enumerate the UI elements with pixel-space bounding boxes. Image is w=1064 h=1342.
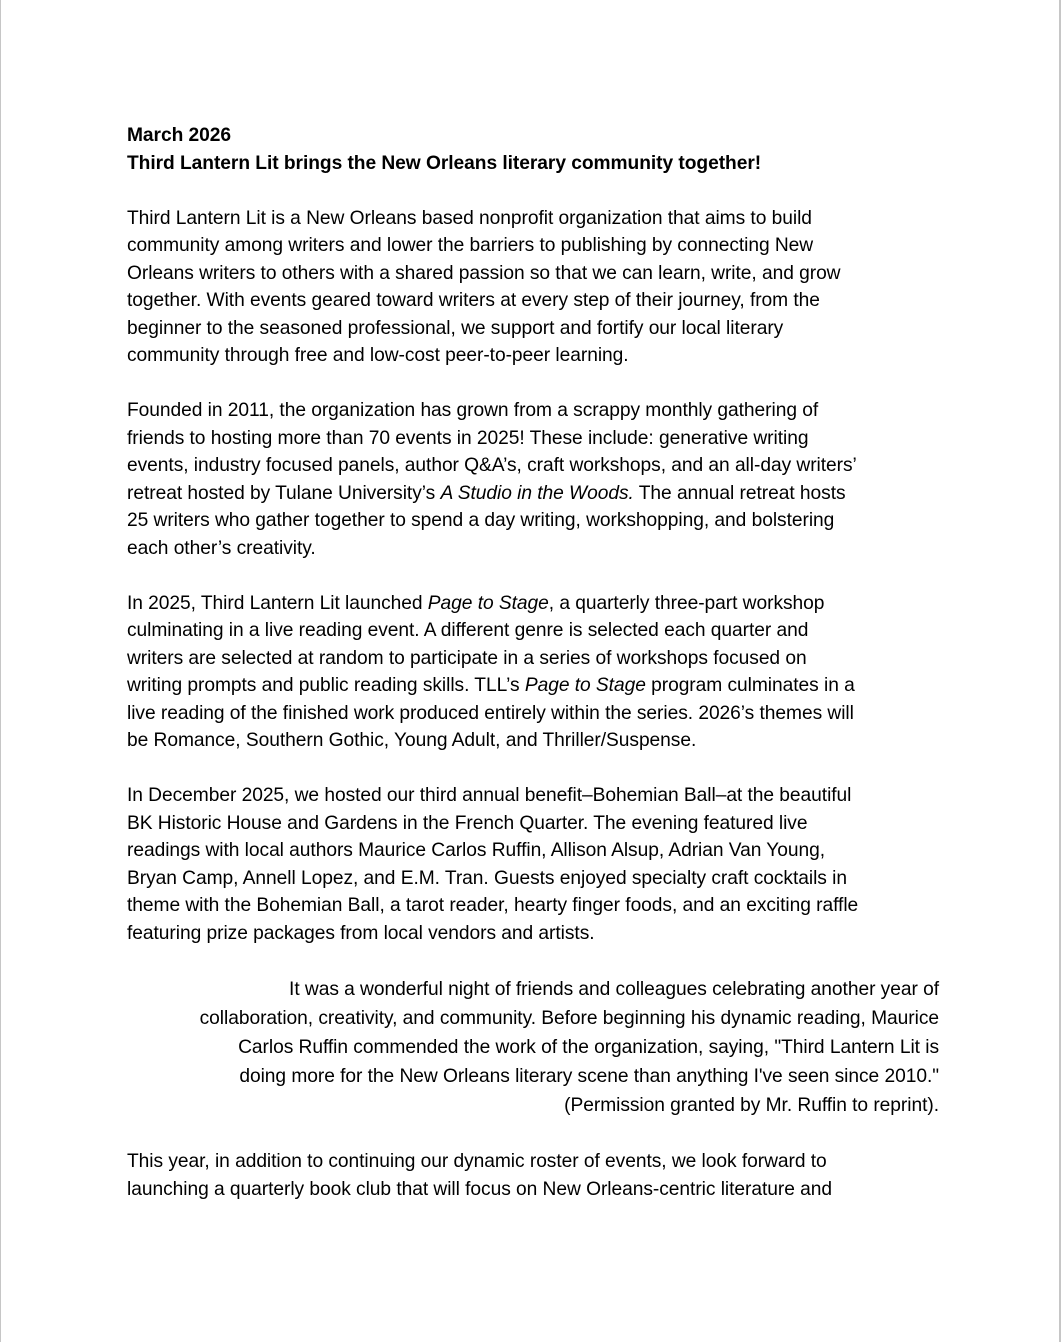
- paragraph-mission: [127, 205, 939, 370]
- text-line: beginner to the seasoned professional, we support and fortify our local literary: [127, 317, 784, 339]
- text-line: community among writers and lower the barriers to publishing by connecting New: [127, 235, 814, 256]
- text-line: This year, in addition to continuing our dynamic roster of events, we look forward to: [127, 1151, 827, 1173]
- document-body: [127, 122, 939, 1203]
- text-run: , a quarterly three-part workshop: [548, 592, 825, 614]
- text-run: writing prompts and public reading skills. TLL’s: [127, 675, 525, 696]
- spacer: [127, 755, 939, 783]
- text-line: theme with the Bohemian Ball, a tarot reader, hearty finger foods, and an exciting raffle: [127, 895, 859, 916]
- paragraph-closing: [127, 1148, 939, 1203]
- quote-attribution: (Permission granted by Mr. Ruffin to reprint).: [564, 1095, 939, 1117]
- quote-block: [127, 975, 939, 1121]
- text-line: Orleans writers to others with a shared passion so that we can learn, write, and grow: [127, 262, 841, 284]
- text-line: BK Historic House and Gardens in the French Quarter. The evening featured live: [127, 812, 808, 834]
- text-run: The annual retreat hosts: [633, 482, 846, 504]
- text-run: program culminates in a: [645, 675, 855, 696]
- text-line: friends to hosting more than 70 events in 2025! These include: generative writing: [127, 427, 809, 449]
- text-line: live reading of the finished work produced entirely within the series. 2026’s themes will: [127, 702, 854, 724]
- text-line: 25 writers who gather together to spend a day writing, workshopping, and bolstering: [127, 510, 835, 531]
- text-line: launching a quarterly book club that will focus on New Orleans-centric literature and: [127, 1178, 832, 1200]
- italic-title-studio-in-the-woods: A Studio in the Woods.: [440, 482, 634, 504]
- italic-title-page-to-stage: Page to Stage: [427, 592, 549, 614]
- text-line: culminating in a live reading event. A different genre is selected each quarter and: [127, 620, 809, 641]
- spacer: [127, 1121, 939, 1149]
- spacer: [127, 177, 939, 205]
- spacer: [127, 370, 939, 398]
- text-line: Founded in 2011, the organization has grown from a scrappy monthly gathering of: [127, 400, 819, 421]
- text-run: In 2025, Third Lantern Lit launched: [127, 592, 428, 614]
- quote-line: collaboration, creativity, and community. Before beginning his dynamic reading, Maurice: [199, 1007, 939, 1029]
- quote-line: It was a wonderful night of friends and colleagues celebrating another year of: [289, 978, 939, 1000]
- text-line: events, industry focused panels, author Q&A’s, craft workshops, and an all-day writers’: [127, 455, 857, 476]
- quote-line: doing more for the New Orleans literary scene than anything I've seen since 2010.": [239, 1066, 939, 1088]
- document-date: March 2026: [127, 125, 232, 146]
- text-line: [127, 672, 939, 700]
- spacer: [127, 947, 939, 975]
- document-headline: Third Lantern Lit brings the New Orleans literary community together!: [127, 152, 762, 174]
- text-line: community through free and low-cost peer-to-peer learning.: [127, 345, 629, 366]
- text-line: readings with local authors Maurice Carlos Ruffin, Allison Alsup, Adrian Van Young,: [127, 840, 826, 861]
- text-line: [127, 480, 939, 508]
- text-line: [127, 590, 939, 618]
- quote-line: Carlos Ruffin commended the work of the organization, saying, "Third Lantern Lit is: [238, 1036, 939, 1058]
- text-line: Third Lantern Lit is a New Orleans based nonprofit organization that aims to build: [127, 207, 812, 229]
- text-line: together. With events geared toward writers at every step of their journey, from the: [127, 290, 820, 311]
- text-line: In December 2025, we hosted our third annual benefit–Bohemian Ball–at the beautiful: [127, 785, 852, 806]
- text-line: each other’s creativity.: [127, 537, 316, 559]
- spacer: [127, 562, 939, 590]
- text-line: Bryan Camp, Annell Lopez, and E.M. Tran. Guests enjoyed specialty craft cocktails in: [127, 867, 847, 889]
- text-line: writers are selected at random to participate in a series of workshops focused on: [127, 647, 807, 669]
- paragraph-history: [127, 397, 939, 562]
- paragraph-page-to-stage: [127, 590, 939, 755]
- text-line: be Romance, Southern Gothic, Young Adult, and Thriller/Suspense.: [127, 730, 697, 751]
- text-run: retreat hosted by Tulane University’s: [127, 482, 441, 504]
- paragraph-bohemian-ball: [127, 782, 939, 947]
- italic-title-page-to-stage: Page to Stage: [524, 675, 646, 696]
- text-line: featuring prize packages from local vendors and artists.: [127, 922, 595, 944]
